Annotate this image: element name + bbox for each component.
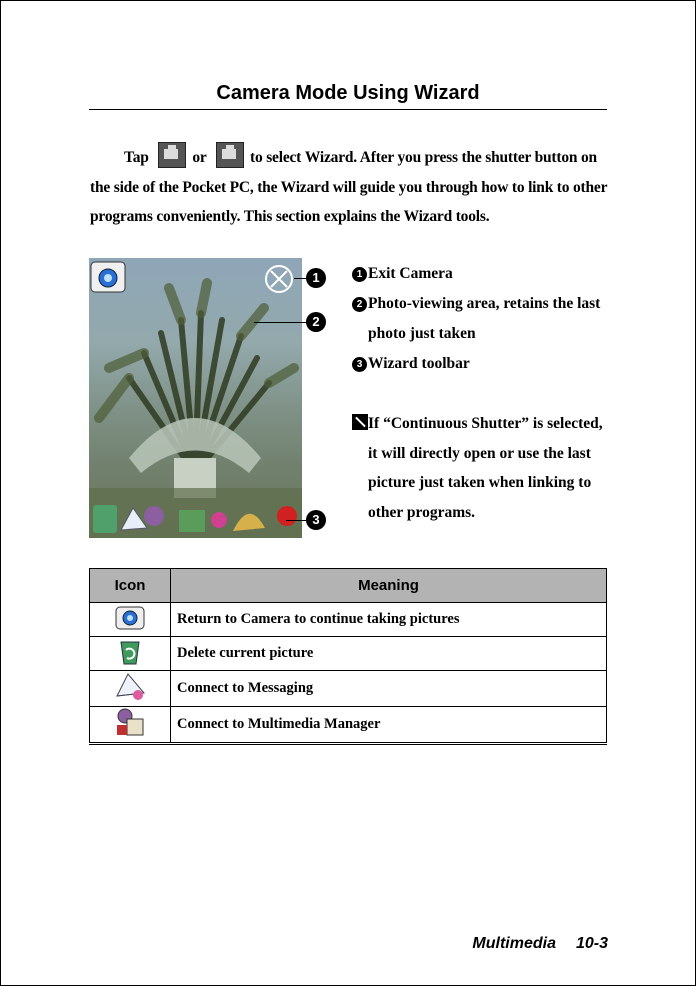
camera-mode-icon bbox=[158, 142, 186, 168]
table-row bbox=[90, 707, 607, 744]
intro-rest: After you press the shutter button on the side of the Pocket PC, the Wizard will guide you through how to link to other programs conveniently. This section explains the Wizard tools. bbox=[90, 149, 607, 225]
footer-page-number: 10-3 bbox=[575, 935, 608, 952]
intro-select: to select bbox=[250, 149, 302, 166]
row-text: Delete current picture bbox=[177, 645, 314, 661]
callout-number-3: 3 bbox=[306, 510, 326, 530]
camera-screenshot bbox=[89, 258, 302, 538]
callout-number-1: 1 bbox=[306, 268, 326, 288]
icon-meaning-table bbox=[89, 568, 607, 745]
table-header-icon: Icon bbox=[90, 569, 171, 603]
row-text: Connect to bbox=[177, 680, 248, 696]
callout-number-2: 2 bbox=[306, 312, 326, 332]
intro-paragraph bbox=[90, 143, 610, 232]
legend-item-2-label: Photo-viewing area, retains the last photo just taken bbox=[368, 295, 601, 342]
legend-number-1: 1 bbox=[352, 267, 367, 282]
messaging-icon bbox=[114, 671, 146, 701]
row-bold: Multimedia Manager bbox=[247, 716, 381, 732]
legend-item-3 bbox=[352, 349, 612, 379]
callout-line-3 bbox=[286, 520, 306, 521]
multimedia-manager-icon bbox=[113, 707, 147, 737]
legend-item-1 bbox=[352, 259, 612, 289]
table-header-meaning: Meaning bbox=[171, 569, 607, 603]
row-bold: Camera bbox=[240, 611, 291, 627]
note-icon bbox=[352, 414, 368, 430]
video-mode-icon bbox=[216, 142, 244, 168]
recycle-bin-icon bbox=[114, 637, 146, 665]
legend-note bbox=[352, 409, 612, 527]
legend-number-2: 2 bbox=[352, 297, 367, 312]
title-underline bbox=[89, 109, 607, 110]
row-after: to continue taking pictures bbox=[290, 611, 460, 627]
table-row bbox=[90, 603, 607, 637]
callout-line-1 bbox=[294, 278, 306, 279]
intro-tap: Tap bbox=[124, 149, 149, 166]
legend-number-3: 3 bbox=[352, 357, 367, 372]
row-bold: Messaging bbox=[247, 680, 314, 696]
legend-item-1-label: Exit Camera bbox=[368, 265, 453, 282]
table-row bbox=[90, 671, 607, 707]
footer-section: Multimedia bbox=[472, 935, 556, 952]
page-title: Camera Mode Using Wizard bbox=[216, 82, 480, 104]
camera-icon bbox=[114, 603, 146, 631]
legend-note-text: If “Continuous Shutter” is selected, it will directly open or use the last picture just taken when linking to other programs. bbox=[368, 415, 603, 521]
intro-or: or bbox=[192, 149, 207, 166]
row-text: Return to bbox=[177, 611, 241, 627]
palm-tree-photo bbox=[89, 258, 302, 538]
legend-item-3-label: Wizard toolbar bbox=[368, 355, 470, 372]
intro-wizard: Wizard. bbox=[304, 149, 357, 166]
page-footer bbox=[472, 935, 608, 953]
callout-line-2 bbox=[254, 322, 308, 323]
row-text: Connect to bbox=[177, 716, 248, 732]
table-row bbox=[90, 637, 607, 671]
legend-item-2 bbox=[352, 289, 612, 348]
